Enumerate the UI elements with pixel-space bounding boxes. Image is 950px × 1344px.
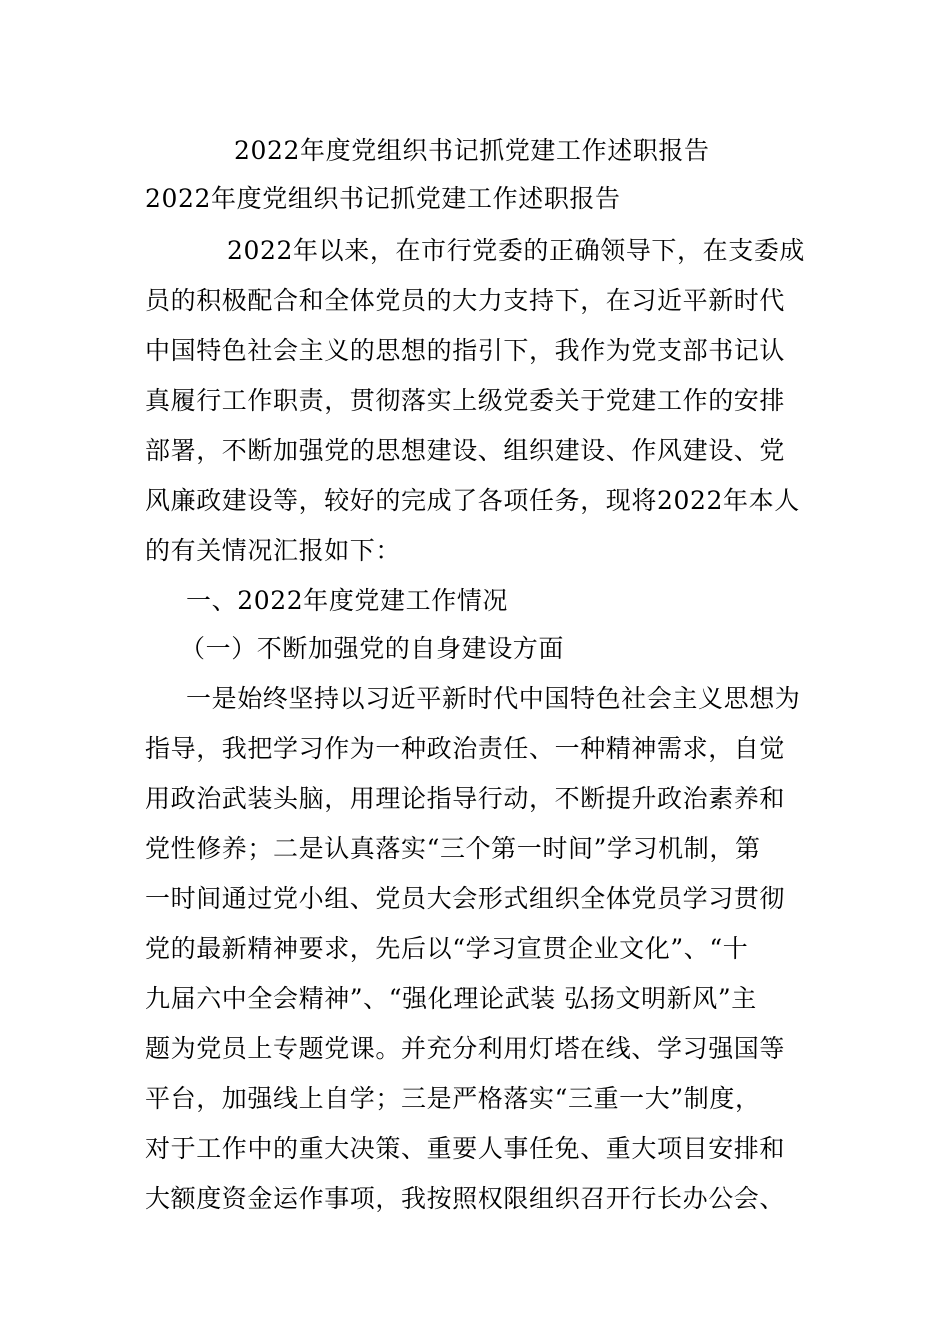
paragraph-line: 的有关情况汇报如下： xyxy=(145,536,402,565)
paragraph-line: 对于工作中的重大决策、重要人事任免、重大项目安排和 xyxy=(145,1134,786,1163)
paragraph-line: 用政治武装头脑，用理论指导行动，不断提升政治素养和 xyxy=(145,784,786,813)
paragraph-line: 党性修养；二是认真落实“三个第一时间”学习机制，第 xyxy=(145,834,761,863)
paragraph-line: 中国特色社会主义的思想的指引下，我作为党支部书记认 xyxy=(145,336,786,365)
paragraph-line: 部署，不断加强党的思想建设、组织建设、作风建设、党 xyxy=(145,436,786,465)
paragraph-line: 一是始终坚持以习近平新时代中国特色社会主义思想为 xyxy=(186,684,801,713)
paragraph-line: 员的积极配合和全体党员的大力支持下，在习近平新时代 xyxy=(145,286,786,315)
paragraph-line: 大额度资金运作事项，我按照权限组织召开行长办公会、 xyxy=(145,1184,786,1213)
paragraph-line: 一时间通过党小组、党员大会形式组织全体党员学习贯彻 xyxy=(145,884,786,913)
paragraph-line: 题为党员上专题党课。并充分利用灯塔在线、学习强国等 xyxy=(145,1034,786,1063)
paragraph-line: 平台，加强线上自学；三是严格落实“三重一大”制度， xyxy=(145,1084,761,1113)
document-title: 2022年度党组织书记抓党建工作述职报告 xyxy=(234,136,710,165)
subsection-heading: （一）不断加强党的自身建设方面 xyxy=(180,634,565,663)
paragraph-line: 2022年以来，在市行党委的正确领导下，在支委成 xyxy=(227,236,806,265)
paragraph-line: 真履行工作职责，贯彻落实上级党委关于党建工作的安排 xyxy=(145,386,786,415)
paragraph-line: 风廉政建设等，较好的完成了各项任务，现将2022年本人 xyxy=(145,486,800,515)
document-subtitle: 2022年度党组织书记抓党建工作述职报告 xyxy=(145,184,621,213)
section-heading: 一、2022年度党建工作情况 xyxy=(186,586,509,615)
paragraph-line: 九届六中全会精神”、“强化理论武装 弘扬文明新风”主 xyxy=(145,984,757,1013)
paragraph-line: 党的最新精神要求，先后以“学习宣贯企业文化”、“十 xyxy=(145,934,749,963)
paragraph-line: 指导，我把学习作为一种政治责任、一种精神需求，自觉 xyxy=(145,734,786,763)
